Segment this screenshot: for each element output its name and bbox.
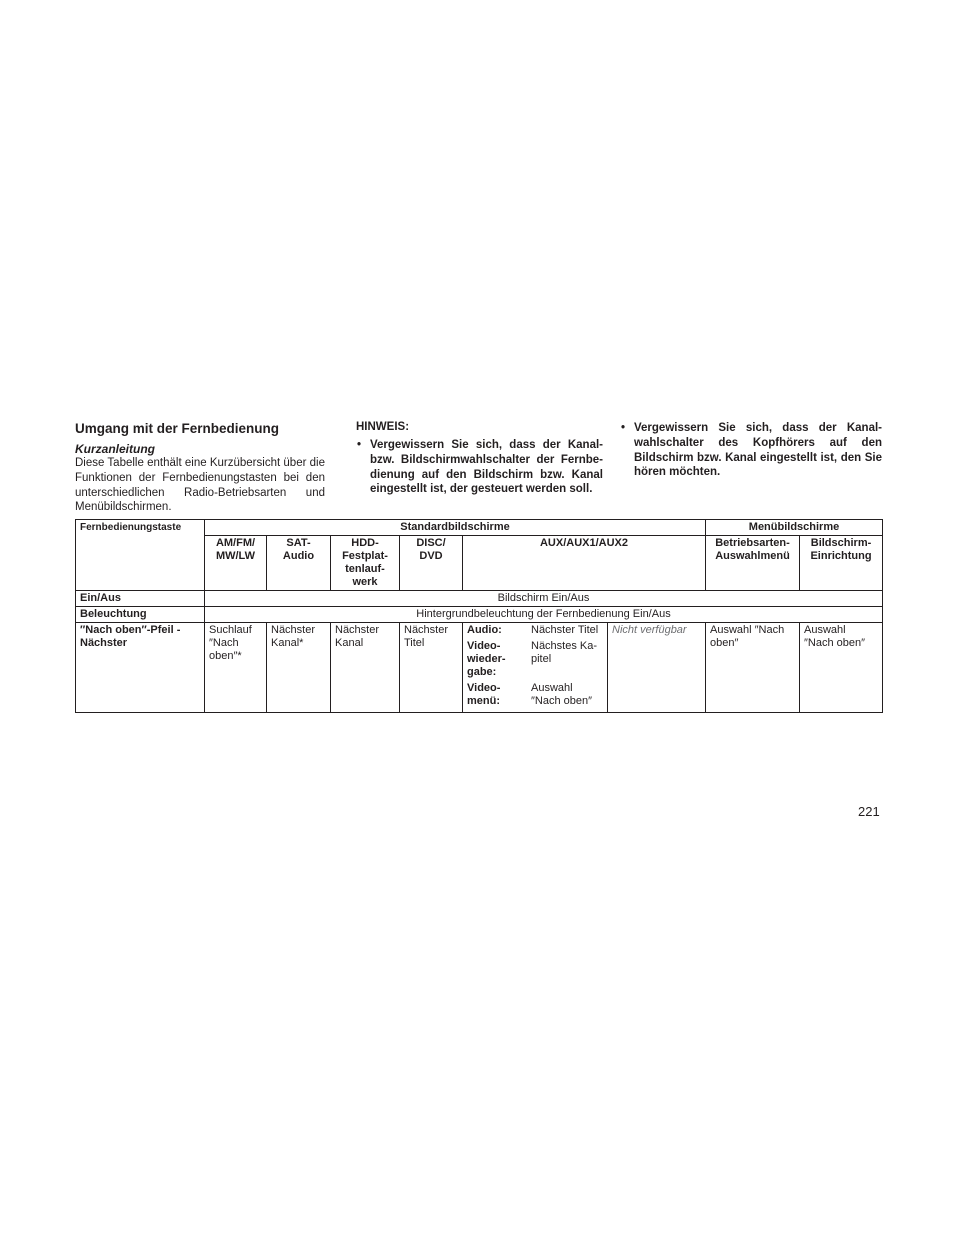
note-item <box>621 421 882 480</box>
table-subheader-row <box>76 536 883 591</box>
note-text: Vergewissern Sie sich, dass der Kanal- bzw. Bildschirmwahlschalter der Fernbe- dienung auf den Bildschirm bzw. Kanal eingestellt ist, der gesteuert werden soll. <box>370 439 603 496</box>
cell-setup: Auswahl ″Nach oben″ <box>800 623 883 713</box>
table-row <box>76 623 883 713</box>
column-mode-menu: Betriebsarten- Auswahlmenü <box>706 536 800 591</box>
bullet-icon: • <box>621 422 626 434</box>
aux-sub-label: Video- menü: <box>467 682 501 707</box>
aux-sub-label: Audio: <box>467 624 502 636</box>
note-heading: HINWEIS: <box>356 421 410 433</box>
header-menu: Menübildschirme <box>706 520 883 536</box>
aux-sub-label: Video- wieder- gabe: <box>467 640 506 678</box>
header-key: Fernbedienungstaste <box>76 520 205 536</box>
row-key-up: ″Nach oben″-Pfeil - Nächster <box>76 623 205 713</box>
table-row <box>76 607 883 623</box>
aux-sub-value: Nächstes Ka- pitel <box>531 640 598 665</box>
header-standard: Standardbildschirme <box>205 520 706 536</box>
aux-sub-row <box>467 624 603 637</box>
column-sat: SAT- Audio <box>267 536 331 591</box>
section-title: Umgang mit der Fernbedienung <box>75 421 280 436</box>
column-setup: Bildschirm- Einrichtung <box>800 536 883 591</box>
row-key-light: Beleuchtung <box>76 607 205 623</box>
page-number: 221 <box>858 804 880 819</box>
header-empty <box>76 536 205 591</box>
table-row <box>76 591 883 607</box>
bullet-icon: • <box>357 439 362 451</box>
aux-sub-row <box>467 682 603 708</box>
cell-mode-menu: Auswahl ″Nach oben″ <box>706 623 800 713</box>
column-amfm: AM/FM/ MW/LW <box>205 536 267 591</box>
aux-sub-value: Auswahl ″Nach oben″ <box>531 682 592 707</box>
subsection-title: Kurzanleitung <box>75 442 155 456</box>
note-text: Vergewissern Sie sich, dass der Kanal- wahlschalter des Kopfhörers auf den Bildschirm bzw. Kanal eingestellt ist, den Sie hören möchten. <box>634 422 882 479</box>
intro-paragraph: Diese Tabelle enthält eine Kurzübersicht über die Funktionen der Fernbedienungstasten bei den unterschiedlichen Radio-Betriebsarten und Menübildschirmen. <box>75 457 325 514</box>
cell-sat: Nächster Kanal* <box>267 623 331 713</box>
aux-sub-value: Nächster Titel <box>531 624 599 636</box>
table-header-row <box>76 520 883 536</box>
column-aux: AUX/AUX1/AUX2 <box>463 536 706 591</box>
row-value-power: Bildschirm Ein/Aus <box>205 591 883 607</box>
column-hdd: HDD- Festplat- tenlauf- werk <box>331 536 400 591</box>
column-disc: DISC/ DVD <box>400 536 463 591</box>
cell-hdd: Nächster Kanal <box>331 623 400 713</box>
aux-sub-row <box>467 640 603 679</box>
cell-aux: Nicht verfügbar <box>608 623 706 713</box>
row-key-power: Ein/Aus <box>76 591 205 607</box>
cell-disc: Nächster Titel <box>400 623 463 713</box>
note-item <box>357 438 603 497</box>
row-value-light: Hintergrundbeleuchtung der Fernbedienung Ein/Aus <box>205 607 883 623</box>
remote-function-table <box>75 519 883 713</box>
cell-aux-detail <box>463 623 608 713</box>
cell-amfm: Suchlauf ″Nach oben″* <box>205 623 267 713</box>
